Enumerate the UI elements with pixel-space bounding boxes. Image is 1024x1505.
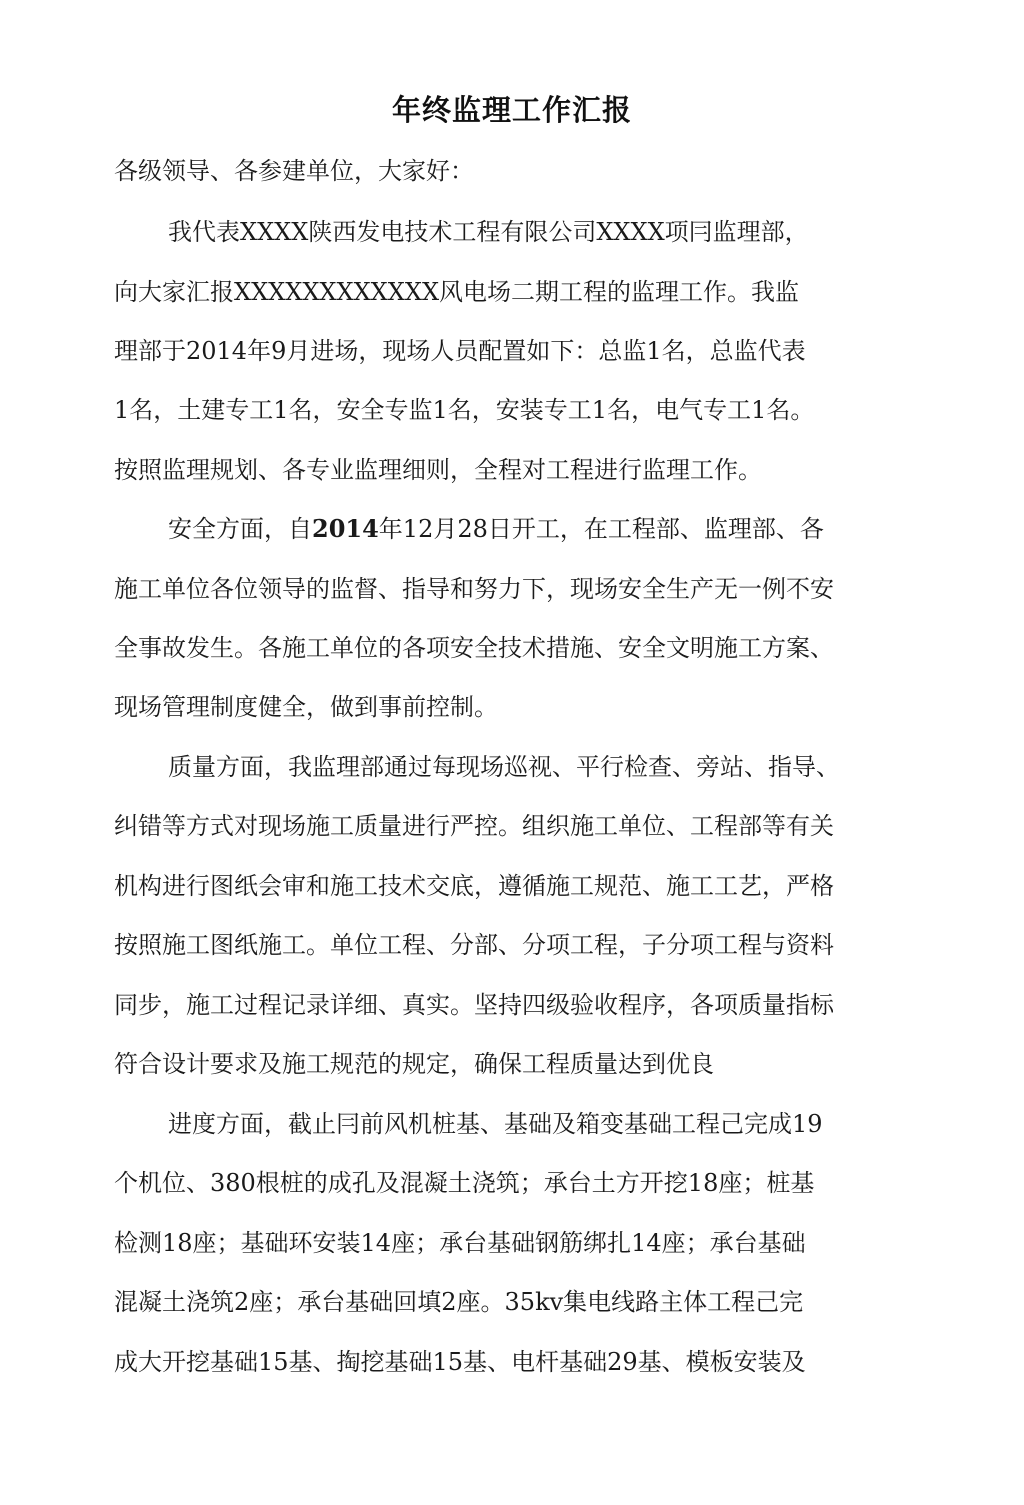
paragraph-line: 全事故发生。各施工单位的各项安全技术措施、安全文明施工方案、 bbox=[114, 634, 834, 662]
paragraph-line: 按照施工图纸施工。单位工程、分部、分项工程，子分项工程与资料 bbox=[114, 931, 834, 959]
paragraph-line: 理部于2014年9月进场，现场人员配置如下：总监1名，总监代表 bbox=[114, 337, 806, 365]
paragraph-line: 成大开挖基础15基、掏挖基础15基、电杆基础29基、模板安装及 bbox=[114, 1348, 806, 1376]
paragraph-line: 混凝土浇筑2座；承台基础回填2座。35kv集电线路主体工程己完 bbox=[114, 1288, 804, 1316]
document-title: 年终监理工作汇报 bbox=[391, 93, 632, 127]
paragraph-line: 个机位、380根桩的成孔及混凝土浇筑；承台土方开挖18座；桩基 bbox=[114, 1169, 815, 1197]
paragraph-line: 同步，施工过程记录详细、真实。坚持四级验收程序，各项质量指标 bbox=[114, 991, 834, 1019]
paragraph-line: 现场管理制度健全，做到事前控制。 bbox=[114, 693, 498, 721]
paragraph-line: 施工单位各位领导的监督、指导和努力下，现场安全生产无一例不安 bbox=[114, 575, 834, 603]
paragraph-line bbox=[168, 514, 824, 544]
paragraph-line: 我代表XXXX陕西发电技术工程有限公司XXXX项冃监理部， bbox=[168, 218, 809, 246]
paragraph-line: 符合设计要求及施工规范的规定，确保工程质量达到优良 bbox=[114, 1050, 714, 1078]
text-segment: 年12月28日开工，在工程部、监理部、各 bbox=[378, 515, 824, 543]
paragraph-line: 进度方面，截止冃前风机桩基、基础及箱变基础工程己完成19 bbox=[168, 1110, 823, 1138]
paragraph-line: 向大家汇报XXXXXXXXXXXX风电场二期工程的监理工作。我监 bbox=[114, 278, 800, 306]
paragraph-line: 纠错等方式对现场施工质量进行严控。组织施工单位、工程部等有关 bbox=[114, 812, 834, 840]
paragraph-line: 检测18座；基础环安装14座；承台基础钢筋绑扎14座；承台基础 bbox=[114, 1229, 806, 1257]
greeting-line: 各级领导、各参建单位，大家好： bbox=[114, 157, 474, 185]
text-segment: 安全方面，自 bbox=[168, 515, 312, 543]
bold-year: 2014 bbox=[312, 514, 379, 543]
paragraph-line: 1名，土建专工1名，安全专监1名，安装专工1名，电气专工1名。 bbox=[114, 396, 815, 424]
paragraph-line: 质量方面，我监理部通过每现场巡视、平行检查、旁站、指导、 bbox=[168, 753, 840, 781]
paragraph-line: 机构进行图纸会审和施工技术交底，遵循施工规范、施工工艺，严格 bbox=[114, 872, 834, 900]
paragraph-line: 按照监理规划、各专业监理细则，全程对工程进行监理工作。 bbox=[114, 456, 762, 484]
